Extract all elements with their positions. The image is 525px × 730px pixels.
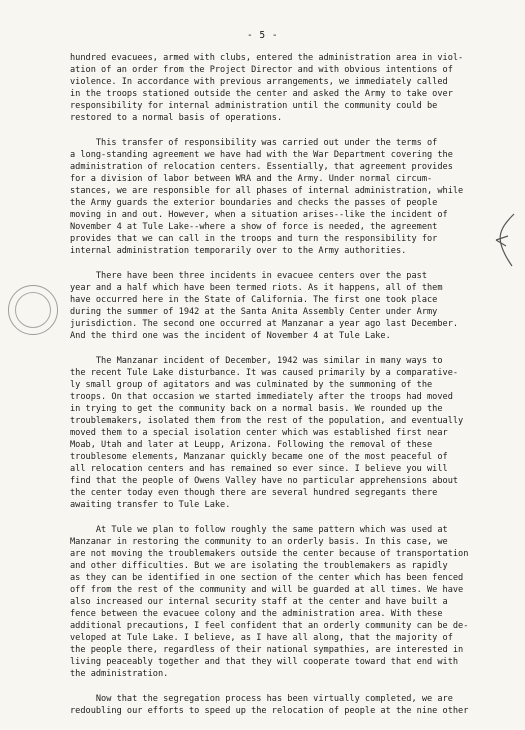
page-number: - 5 - [246, 30, 279, 41]
paragraph-1: hundred evacuees, armed with clubs, entered the administration area in viol- ation of an order from the Project Director and with obvious intentions of violence. In accordance with previous arrangements, we immediately called in the troops stationed outside the center and asked the Army to take over responsibility for internal administration until the community could be restored to a normal basis of operations. [70, 53, 464, 123]
handwritten-margin-arrow [488, 210, 518, 270]
paragraph-4: The Manzanar incident of December, 1942 was similar in many ways to the recent Tule Lake disturbance. It was caused primarily by a comparative- ly small group of agitators and was culminated by the summoning of the troops. On that occasion we started immediately after the troops had moved in trying to get the community back on a normal basis. We rounded up the troublemakers, isolated them from the rest of the population, and eventually moved them to a special isolation center which was established first near Moab, Utah and later at Leupp, Arizona. Following the removal of these troublesome elements, Manzanar quickly became one of the most peaceful of all relocation centers and has remained so ever since. I believe you will find that the people of Owens Valley have no particular apprehensions about the center today even though there are several hundred segregants there awaiting transfer to Tule Lake. [70, 356, 464, 510]
paragraph-5: At Tule we plan to follow roughly the same pattern which was used at Manzanar in restoring the community to an orderly basis. In this case, we are not moving the troublemakers outside the center because of transportation and other difficulties. But we are isolating the troublemakers as rapidly as they can be identified in one section of the center which has been fenced off from the rest of the community and will be guarded at all times. We have also increased our internal security staff at the center and have built a fence between the evacuee colony and the administration area. With these additional precautions, I feel confident that an orderly community can be de- veloped at Tule Lake. I believe, as I have all along, that the majority of the people there, regardless of their national sympathies, are interested in living peaceably together and that they will cooperate toward that end with the administration. [70, 525, 469, 679]
paragraph-6: Now that the segregation process has been virtually completed, we are redoubling our efforts to speed up the relocation of people at the nine other [70, 694, 469, 716]
archive-stamp-seal [8, 285, 58, 335]
paragraph-3: There have been three incidents in evacuee centers over the past year and a half which have been termed riots. As it happens, all of them have occurred here in the State of California. The first one took place during the summer of 1942 at the Santa Anita Assembly Center under Army jurisdiction. The second one occurred at Manzanar a year ago last December. And the third one was the incident of November 4 at Tule Lake. [70, 271, 459, 341]
paragraph-2: This transfer of responsibility was carried out under the terms of a long-standing agreement we have had with the War Department covering the administration of relocation centers. Essentially, that agreement provides for a division of labor between WRA and the Army. Under normal circum- stances, we are responsible for all phases of internal administration, while the Army guards the exterior boundaries and checks the passes of people moving in and out. However, when a situation arises--like the incident of November 4 at Tule Lake--where a show of force is needed, the agreement provides that we can call in the troops and turn the responsibility for internal administration temporarily over to the Army authorities. [70, 138, 464, 256]
body-text [70, 52, 490, 730]
